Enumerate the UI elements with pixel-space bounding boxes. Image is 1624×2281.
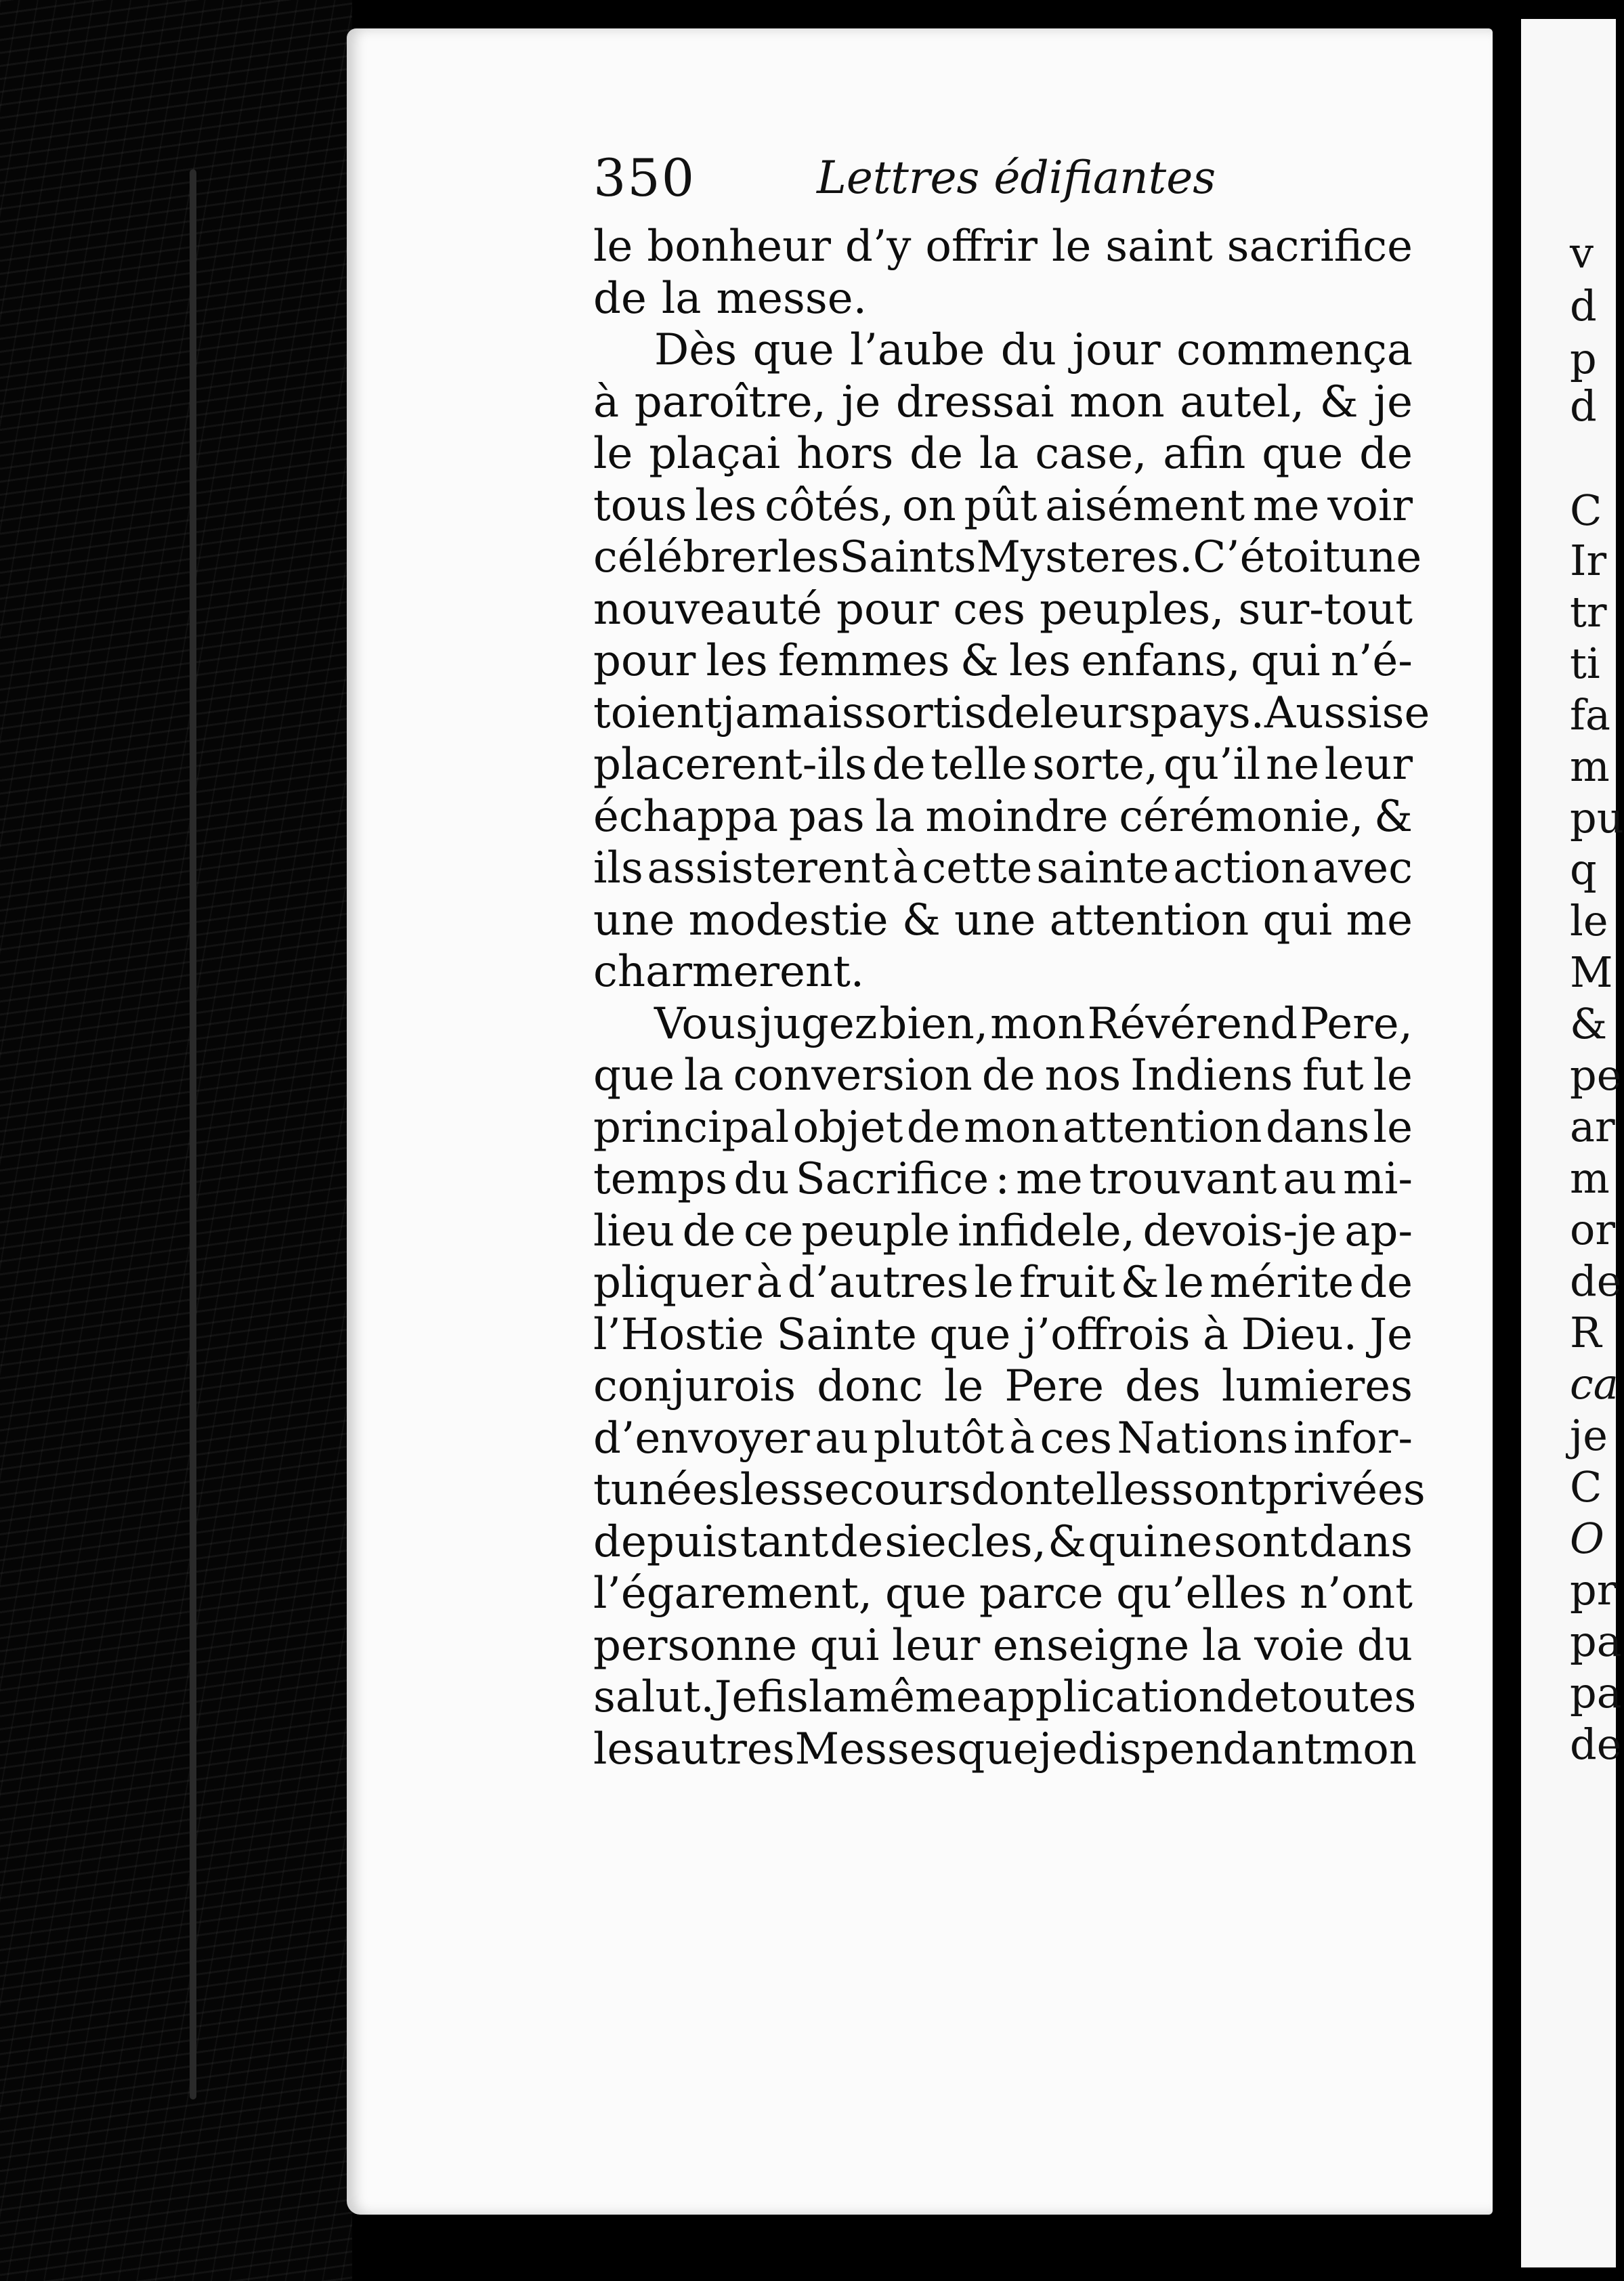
text-line: échappa pas la moindre cérémonie, & [593,791,1413,842]
facing-page-fragment: pe [1570,1050,1622,1100]
facing-page-fragment: de [1570,1720,1622,1769]
text-line: principal objet de mon attention dans le [593,1102,1413,1153]
text-line: les autres Messes que je dis pendant mon [593,1724,1417,1774]
facing-page-fragment: pa [1570,1668,1622,1718]
facing-page-fragment: fa [1570,690,1610,740]
facing-page-fragment: d [1570,381,1597,431]
text-line: personne qui leur enseigne la voie du [593,1620,1413,1671]
text-line: tous les côtés, on pût aisément me voir [593,480,1413,531]
facing-page-fragment: je [1570,1411,1608,1460]
facing-page-fragment: or [1570,1205,1615,1254]
text-line: salut. Je fis la même application de toutes [593,1672,1417,1722]
text-line: depuis tant de siecles, & qui ne sont dans [593,1516,1413,1567]
facing-page-fragment: C [1570,1462,1602,1512]
facing-page-fragment: ca [1570,1359,1619,1409]
text-line: temps du Sacrifice : me trouvant au mi- [593,1154,1413,1204]
text-line: le plaçai hors de la case, afin que de [593,429,1413,479]
scan-background [0,0,352,2281]
text-line: ils assisterent à cette sainte action avec [593,843,1413,893]
page-number: 350 [593,148,696,208]
facing-page-fragment: d [1570,281,1597,331]
text-line: Vous jugez bien, mon Révérend Pere, [654,998,1413,1049]
text-line: pour les femmes & les enfans, qui n’é- [593,636,1413,686]
facing-page-fragment: M [1570,947,1613,997]
page-body-text [593,221,1430,1775]
facing-page-fragment: p [1570,334,1597,383]
text-line: à paroître, je dressai mon autel, & je [593,377,1413,427]
text-line: lieu de ce peuple infidele, devois-je ap- [593,1206,1413,1256]
text-line: l’égarement, que parce qu’elles n’ont [593,1569,1413,1619]
text-line: le bonheur d’y offrir le saint sacrifice [593,221,1413,272]
text-line: l’Hostie Sainte que j’offrois à Dieu. Je [593,1309,1413,1360]
facing-page-fragment: & [1570,999,1608,1048]
text-line: placerent-ils de telle sorte, qu’il ne leur [593,740,1413,790]
text-line: que la conversion de nos Indiens fut le [593,1050,1413,1101]
facing-page-fragment: ar [1570,1102,1615,1151]
facing-page-fragment: ti [1570,639,1600,688]
facing-page-fragment: m [1570,742,1610,791]
page-header [593,148,1413,213]
text-line: pliquer à d’autres le fruit & le mérite de [593,1258,1413,1308]
text-line: charmerent. [593,947,865,997]
facing-page-fragment: pa [1570,1617,1622,1666]
text-line: une modestie & une attention qui me [593,895,1413,945]
facing-page-fragment: pu [1570,793,1624,843]
facing-page-fragment: Ir [1570,536,1607,585]
text-line: tunées les secours dont elles sont privées [593,1465,1426,1515]
facing-page-fragment: R [1570,1308,1602,1357]
facing-page-fragment: pr [1570,1565,1617,1615]
text-line: Dès que l’aube du jour commença [654,325,1413,375]
facing-page-fragment: O [1570,1514,1604,1563]
facing-page-fragment: q [1570,845,1597,894]
text-line: nouveauté pour ces peuples, sur-tout [593,584,1413,635]
text-line: de la messe. [593,273,867,324]
text-line: toient jamais sortis de leurs pays. Aussi se [593,687,1430,738]
facing-page-fragment: m [1570,1153,1610,1203]
book-spine [190,169,196,2099]
text-line: conjurois donc le Pere des lumieres [593,1361,1413,1411]
text-line: célébrer les Saints Mysteres. C’étoit une [593,532,1422,582]
facing-page-fragment: v [1570,228,1594,278]
facing-page-fragment: le [1570,896,1608,945]
facing-page-fragment: C [1570,486,1602,535]
running-title: Lettres édifiantes [817,152,1216,204]
facing-page-fragment: tr [1570,587,1607,637]
facing-page-fragment: de [1570,1256,1622,1306]
text-line: d’envoyer au plutôt à ces Nations infor- [593,1413,1413,1464]
